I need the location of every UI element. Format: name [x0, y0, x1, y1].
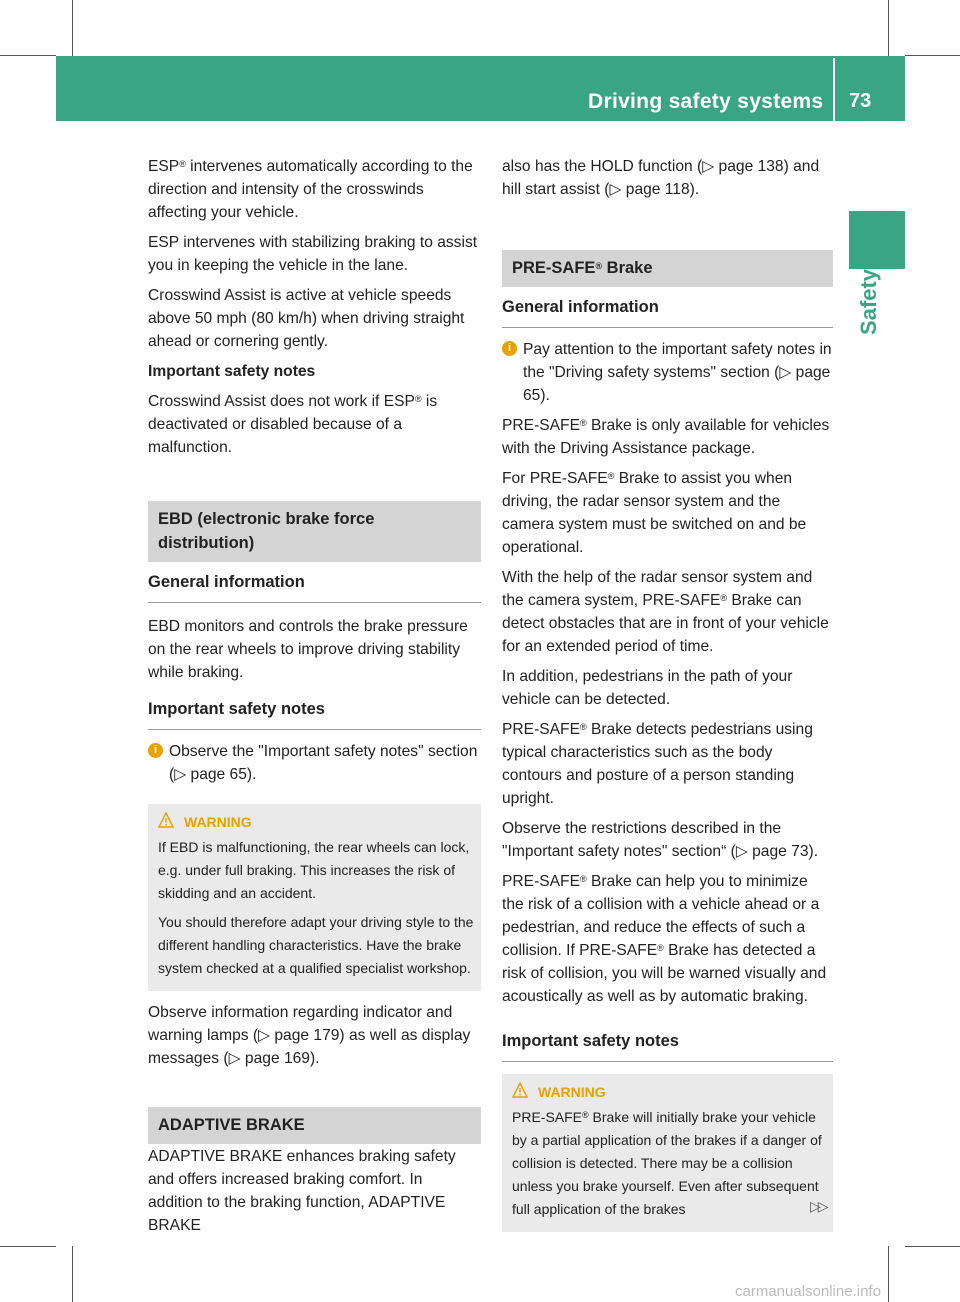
- paragraph: PRE-SAFE® Brake can help you to minimize the risk of a collision with a vehicle ahead or a pedestrian, and reduce the effects of such a collision. If PRE-SAFE® Brake has detected a risk of collision, you will be warned visually and acoustically as well as by automatic braking.: [502, 873, 827, 1005]
- warning-icon: [512, 1082, 528, 1098]
- warning-header: WARNING: [512, 1081, 827, 1104]
- section-title-adaptive-brake: ADAPTIVE BRAKE: [148, 1107, 481, 1144]
- crop-mark: [72, 1246, 73, 1302]
- warning-text: PRE-SAFE® Brake will initially brake your vehicle by a partial application of the brakes if a danger of collision is detected. There may be a collision unless you brake yourself. Even after subsequent full application of the brakes: [512, 1109, 822, 1217]
- paragraph: Crosswind Assist is active at vehicle speeds above 50 mph (80 km/h) when driving straight ahead or cornering gently.: [148, 287, 465, 350]
- paragraph: also has the HOLD function (▷ page 138) and hill start assist (▷ page 118).: [502, 158, 820, 198]
- section-title-presafe-brake: PRE-SAFE® Brake: [502, 250, 833, 287]
- info-note: i Observe the "Important safety notes" section (▷ page 65).: [148, 740, 481, 786]
- side-tab-marker: [849, 211, 905, 269]
- subheading-general-info: General information: [148, 570, 481, 603]
- paragraph: With the help of the radar sensor system and the camera system, PRE-SAFE® Brake can detect obstacles that are in front of your vehicle for an extended period of time.: [502, 569, 829, 655]
- warning-box: [148, 804, 481, 991]
- paragraph: Crosswind Assist does not work if ESP® is deactivated or disabled because of a malfunction.: [148, 393, 438, 456]
- info-icon: i: [502, 341, 517, 356]
- warning-icon: [158, 812, 174, 828]
- paragraph: Observe information regarding indicator and warning lamps (▷ page 179) as well as display messages (▷ page 169).: [148, 1004, 471, 1067]
- subheading-safety-notes: Important safety notes: [502, 1029, 833, 1062]
- info-icon: i: [148, 743, 163, 758]
- crop-mark: [905, 55, 960, 56]
- warning-text: You should therefore adapt your driving style to the different handling characteristics. Have the brake system checked at a qualified specialist workshop.: [158, 914, 474, 976]
- header-divider: [833, 58, 835, 122]
- paragraph: Observe the restrictions described in the "Important safety notes" section“ (▷ page 73).: [502, 820, 819, 860]
- paragraph: PRE-SAFE® Brake detects pedestrians using typical characteristics such as the body contours and posture of a person standing upright.: [502, 721, 813, 807]
- crop-mark: [905, 1246, 960, 1247]
- side-tab-label: Safety: [856, 268, 881, 335]
- paragraph: PRE-SAFE® Brake is only available for vehicles with the Driving Assistance package.: [502, 417, 830, 457]
- page-number: 73: [849, 90, 872, 112]
- crop-mark: [0, 55, 56, 56]
- paragraph: ADAPTIVE BRAKE enhances braking safety and offers increased braking comfort. In addition to the braking function, ADAPTIVE BRAKE: [148, 1148, 456, 1234]
- continue-marker: ▷▷: [810, 1198, 826, 1214]
- crop-mark: [0, 1246, 56, 1247]
- crop-mark: [888, 1246, 889, 1302]
- left-column: [148, 155, 481, 1244]
- crop-mark: [888, 0, 889, 56]
- section-subheading: Important safety notes: [148, 363, 316, 380]
- paragraph: For PRE-SAFE® Brake to assist you when driving, the radar sensor system and the camera system must be switched on and be operational.: [502, 470, 807, 556]
- warning-text: If EBD is malfunctioning, the rear wheels can lock, e.g. under full braking. This increases the risk of skidding and an accident.: [158, 839, 470, 901]
- info-note: i Pay attention to the important safety notes in the "Driving safety systems" section (▷ page 65).: [502, 338, 833, 407]
- subheading-safety-notes: Important safety notes: [148, 697, 481, 730]
- paragraph: In addition, pedestrians in the path of your vehicle can be detected.: [502, 668, 793, 708]
- section-title-ebd: EBD (electronic brake force distribution): [148, 501, 481, 562]
- subheading-general-info: General information: [502, 295, 833, 328]
- warning-box: [502, 1074, 833, 1232]
- watermark: carmanualsonline.info: [735, 1283, 881, 1300]
- paragraph: EBD monitors and controls the brake pressure on the rear wheels to improve driving stability while braking.: [148, 618, 468, 681]
- crop-mark: [72, 0, 73, 56]
- right-column: [502, 155, 833, 1232]
- paragraph: ESP® intervenes automatically according to the direction and intensity of the crosswinds affecting your vehicle.: [148, 158, 473, 221]
- page-header-title: Driving safety systems: [588, 90, 824, 113]
- paragraph: ESP intervenes with stabilizing braking to assist you in keeping the vehicle in the lane.: [148, 234, 478, 274]
- warning-header: WARNING: [158, 811, 475, 834]
